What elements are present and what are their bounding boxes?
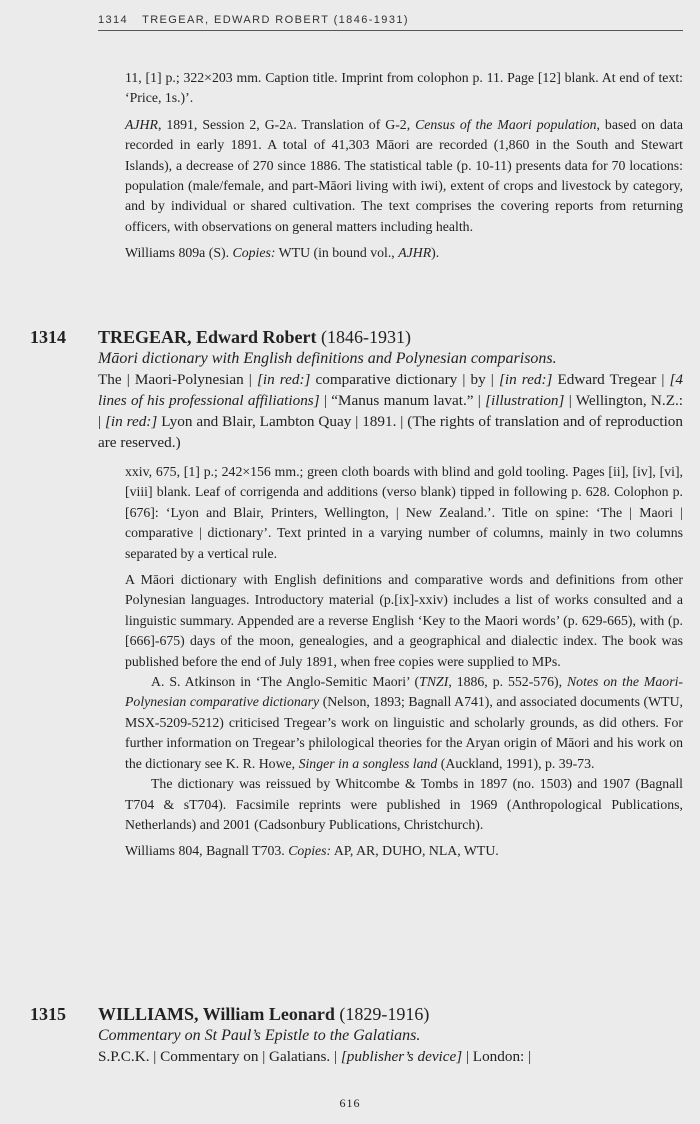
previous-entry: [125, 68, 683, 264]
entry-1315-title-page: S.P.C.K. | Commentary on | Galatians. | [publisher’s device] | London: |: [98, 1048, 532, 1065]
running-head-text: TREGEAR, EDWARD ROBERT (1846-1931): [142, 14, 409, 26]
entry-number-1315: 1315: [30, 1004, 66, 1024]
entry-1315-author: WILLIAMS, William Leonard (1829-1916): [98, 1004, 430, 1024]
page-number: 616: [339, 1096, 361, 1110]
entry-1314-references: Williams 804, Bagnall T703. Copies: AP, AR, DUHO, NLA, WTU.: [125, 843, 499, 859]
prev-physical-description: 11, [1] p.; 322×203 mm. Caption title. Imprint from colophon p. 11. Page [12] blank. At end of text: ‘Price, 1s.)’.: [125, 70, 683, 106]
running-head: [98, 14, 683, 31]
entry-1314-criticism: A. S. Atkinson in ‘The Anglo-Semitic Maori’ (TNZI, 1886, p. 552-576), Notes on the Maori-Polynesian comparative dictionary (Nelson, 1893; Bagnall A741), and associated documents (WTU, MSX-5209-5212) criticised Tregear’s work on linguistic and scholarly grounds, as did others. For further information on Tregear’s philological theories for the Aryan origin of Māori and his work on the dictionary see K. R. Howe, Singer in a songless land (Auckland, 1991), p. 39-73.: [125, 674, 683, 771]
prev-description: AJHR, 1891, Session 2, G-2a. Translation of G-2, Census of the Maori population, based on data recorded in early 1891. A total of 41,303 Māori are recorded (1,860 in the South and Stewart Islands), a decrease of 270 since 1886. The statistical table (p. 10-11) presents data for 70 locations: population (male/female, and part-Māori living with iwi), extent of crops and livestock by category, and by individual or shared cultivation. The text comprises the covering reports from returning officers, with observations on general matters including health.: [125, 116, 683, 234]
entry-1314-author: TREGEAR, Edward Robert (1846-1931): [98, 327, 411, 347]
running-head-number: 1314: [98, 14, 129, 26]
prev-references: Williams 809a (S). Copies: WTU (in bound vol., AJHR).: [125, 245, 440, 261]
entry-number-1314: 1314: [30, 327, 66, 347]
entry-1314-title-page: The | Maori-Polynesian | [in red:] comparative dictionary | by | [in red:] Edward Tregear | [4 lines of his professional affiliations] | “Manus manum lavat.” | [illustration] | Wellington, N.Z.: | [in red:] Lyon and Blair, Lambton Quay | 1891. | (The rights of translation and of reproduction are reserved.): [98, 371, 684, 451]
entry-1314-heading: [98, 326, 683, 453]
entry-1315-title: Commentary on St Paul’s Epistle to the Galatians.: [98, 1027, 421, 1044]
entry-1314-body: [125, 462, 683, 862]
entry-1314-description: A Māori dictionary with English definitions and comparative words and definitions from other Polynesian languages. Introductory material (p.[ix]-xxiv) includes a list of works consulted and a linguistic summary. Appended are a reverse English ‘Key to the Maori words’ (p. 629-665), with (p. [666]-675) days of the moon, genealogies, and a geographical and dialectic index. The book was published before the end of July 1891, when free copies were supplied to MPs.: [125, 572, 683, 669]
entry-1314-title: Māori dictionary with English definitions and Polynesian comparisons.: [98, 350, 557, 367]
entry-1315-heading: [98, 1003, 683, 1067]
entry-1314-reissue: The dictionary was reissued by Whitcombe & Tombs in 1897 (no. 1503) and 1907 (Bagnall T704 & sT704). Facsimile reprints were published in 1969 (Anthropological Publications, Netherlands) and 2001 (Cadsonbury Publications, Christchurch).: [125, 776, 683, 832]
entry-1314-physical-description: xxiv, 675, [1] p.; 242×156 mm.; green cloth boards with blind and gold tooling. Pages [ii], [iv], [vi], [viii] blank. Leaf of corrigenda and additions (verso blank) tipped in following p. 628. Colophon p. [676]: ‘Lyon and Blair, Printers, Wellington, | New Zealand.’. Title on spine: ‘The | Maori | comparative | dictionary’. Text printed in a varying number of columns, mainly in two columns separated by a vertical rule.: [125, 464, 683, 561]
